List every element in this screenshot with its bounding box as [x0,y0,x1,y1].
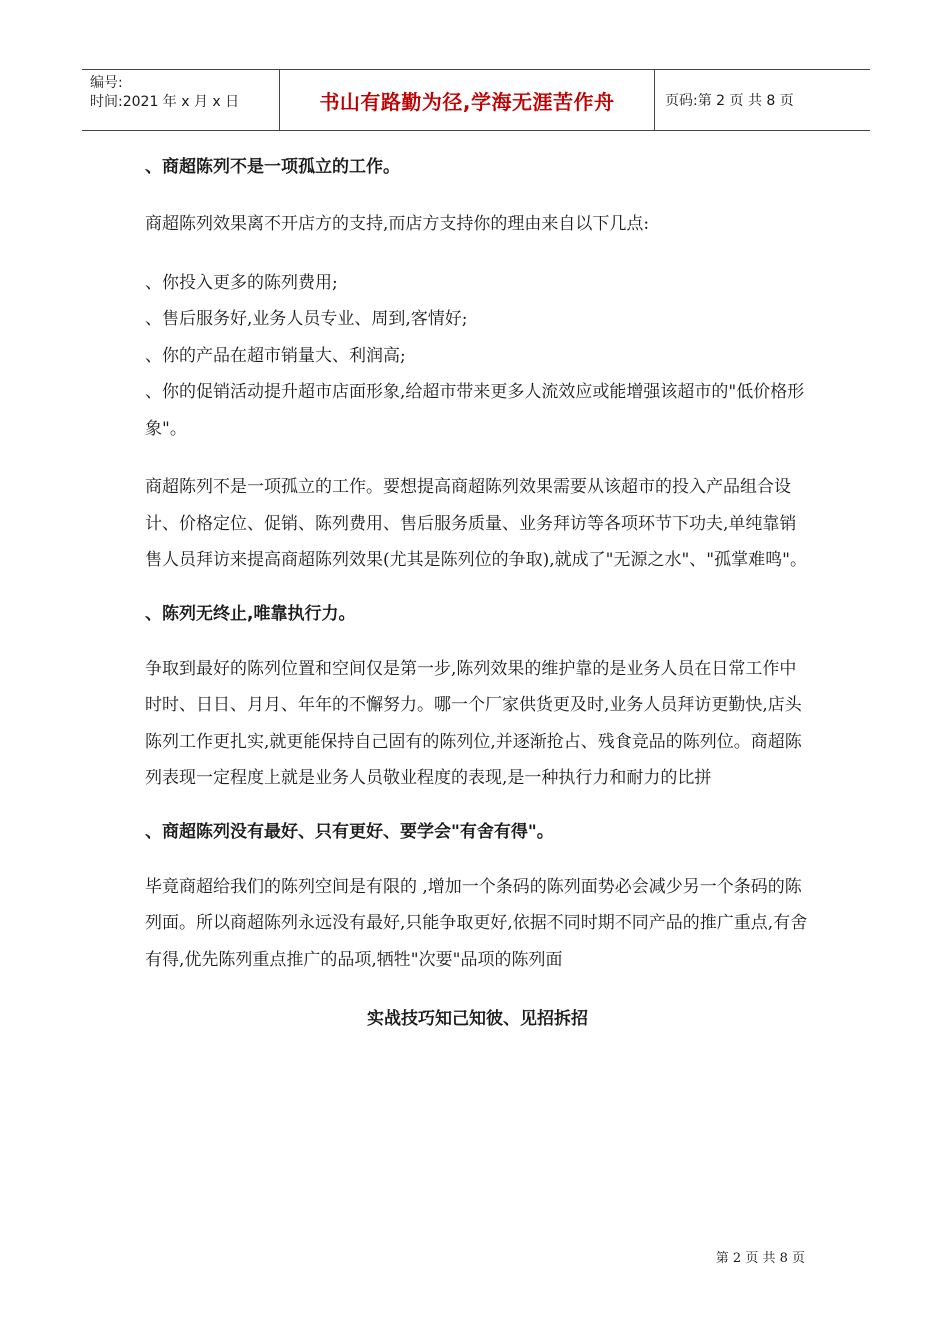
section-1-intro: 商超陈列效果离不开店方的支持,而店方支持你的理由来自以下几点: [145,214,650,234]
section-2-heading: 、陈列无终止,唯靠执行力。 [145,603,356,624]
section-2-body: 争取到最好的陈列位置和空间仅是第一步,陈列效果的维护靠的是业务人员在日常工作中时时、日日、月月、年年的不懈努力。哪一个厂家供货更及时,业务人员拜访更勤快,店头陈列工作更扎实,就更能保持自己固有的陈列位,并逐渐抢占、残食竞品的陈列位。商超陈列表现一定程度上就是业务人员敬业程度的表现,是一种执行力和耐力的比拼 [145,658,802,788]
section-1-item: 、售后服务好,业务人员专业、周到,客情好; [145,309,468,329]
section-1-item: 、你投入更多的陈列费用; [145,272,338,293]
section-1-item: 、你的产品在超市销量大、利润高; [145,345,406,366]
section-1-item: 、你的促销活动提升超市店面形象,给超市带来更多人流效应或能增强该超市的"低价格形象"。 [145,382,805,439]
section-3-heading: 、商超陈列没有最好、只有更好、要学会"有舍有得"。 [145,821,554,842]
header-motto: 书山有路勤为径,学海无涯苦作舟 [280,70,655,130]
section-4-heading: 实战技巧知己知彼、见招拆招 [367,1009,588,1029]
page-footer-number: 第 2 页 共 8 页 [715,1251,805,1266]
document-date-label: 时间:2021 年 x 月 x 日 [90,94,240,110]
section-1-body: 商超陈列不是一项孤立的工作。要想提高商超陈列效果需要从该超市的投入产品组合设计、价格定位、促销、陈列费用、售后服务质量、业务拜访等各项环节下功夫,单纯靠销售人员拜访来提高商超陈列效果(尤其是陈列位的争取),就成了"无源之水"、"孤掌难鸣"。 [145,477,807,570]
header-meta [82,70,280,130]
section-3-body: 毕竟商超给我们的陈列空间是有限的 ,增加一个条码的陈列面势必会减少另一个条码的陈列面。所以商超陈列永远没有最好,只能争取更好,依据不同时期不同产品的推广重点,有舍有得,优先陈列重点推广的品项,牺牲"次要"品项的陈列面 [145,876,808,970]
document-number-label: 编号: [90,75,123,91]
header-page-number: 页码:第 2 页 共 8 页 [665,93,794,109]
document-body [145,152,810,1029]
page-header [82,69,870,131]
section-1-heading: 、商超陈列不是一项孤立的工作。 [145,157,400,177]
